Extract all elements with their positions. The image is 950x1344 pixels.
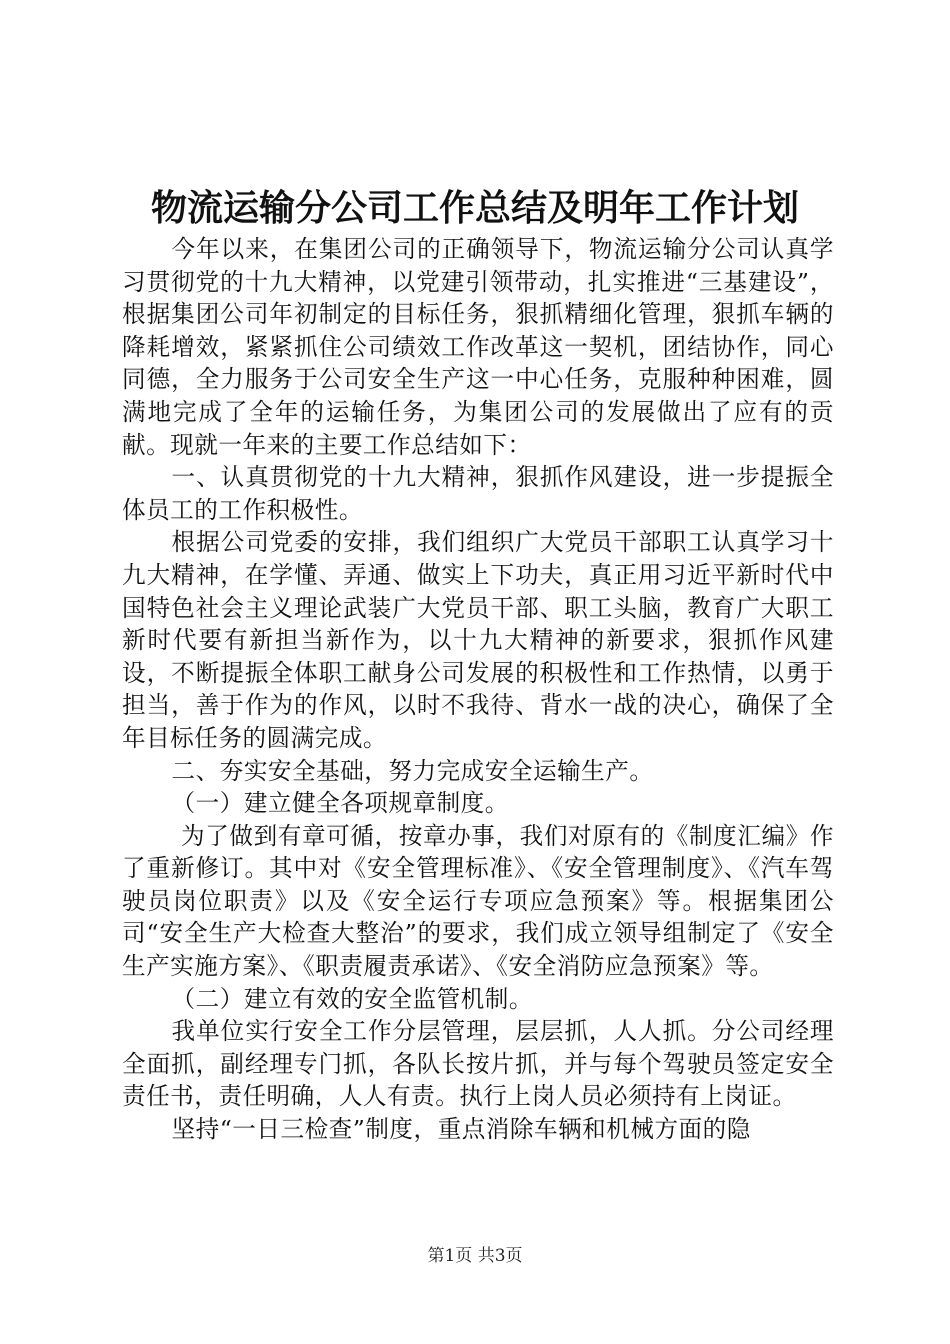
section-one-paragraph: 根据公司党委的安排，我们组织广大党员干部职工认真学习十九大精神，在学懂、弄通、做实上下功夫，真正用习近平新时代中国特色社会主义理论武装广大党员干部、职工头脑，教育广大职工新时代要有新担当新作为，以十九大精神的新要求，狠抓作风建设，不断提振全体职工献身公司发展的积极性和工作热情，以勇于担当，善于作为的作风，以时不我待、背水一战的决心，确保了全年目标任务的圆满完成。 [122, 528, 834, 752]
subsection-two-heading: （二）建立有效的安全监管机制。 [171, 984, 533, 1013]
section-two-heading: 二、夯实安全基础，努力完成安全运输生产。 [171, 756, 654, 785]
subsection-one-paragraph: 为了做到有章可循，按章办事，我们对原有的《制度汇编》作了重新修订。其中对《安全管理标准》、《安全管理制度》、《汽车驾驶员岗位职责》以及《安全运行专项应急预案》等。根据集团公司“安全生产大检查大整治”的要求，我们成立领导组制定了《安全生产实施方案》、《职责履责承诺》、《安全消防应急预案》等。 [122, 821, 834, 981]
subsection-two-paragraph: 我单位实行安全工作分层管理，层层抓，人人抓。分公司经理全面抓，副经理专门抓，各队长按片抓，并与每个驾驶员签定安全责任书，责任明确，人人有责。执行上岗人员必须持有上岗证。 [122, 1017, 834, 1111]
document-body [122, 233, 834, 1146]
inspection-paragraph: 坚持“一日三检查”制度，重点消除车辆和机械方面的隐 [171, 1115, 751, 1144]
intro-paragraph: 今年以来，在集团公司的正确领导下，物流运输分公司认真学习贯彻党的十九大精神，以党建引领带动，扎实推进“三基建设”，根据集团公司年初制定的目标任务，狠抓精细化管理，狠抓车辆的降耗增效，紧紧抓住公司绩效工作改革这一契机，团结协作，同心同德，全力服务于公司安全生产这一中心任务，克服种种困难，圆满地完成了全年的运输任务，为集团公司的发展做出了应有的贡献。现就一年来的主要工作总结如下： [122, 235, 834, 459]
subsection-one-heading: （一）建立健全各项规章制度。 [171, 789, 509, 818]
section-one-heading: 一、认真贯彻党的十九大精神，狠抓作风建设，进一步提振全体员工的工作积极性。 [122, 463, 834, 524]
document-title: 物流运输分公司工作总结及明年工作计划 [150, 187, 799, 229]
page-number-footer: 第1页 共3页 [427, 1246, 523, 1266]
